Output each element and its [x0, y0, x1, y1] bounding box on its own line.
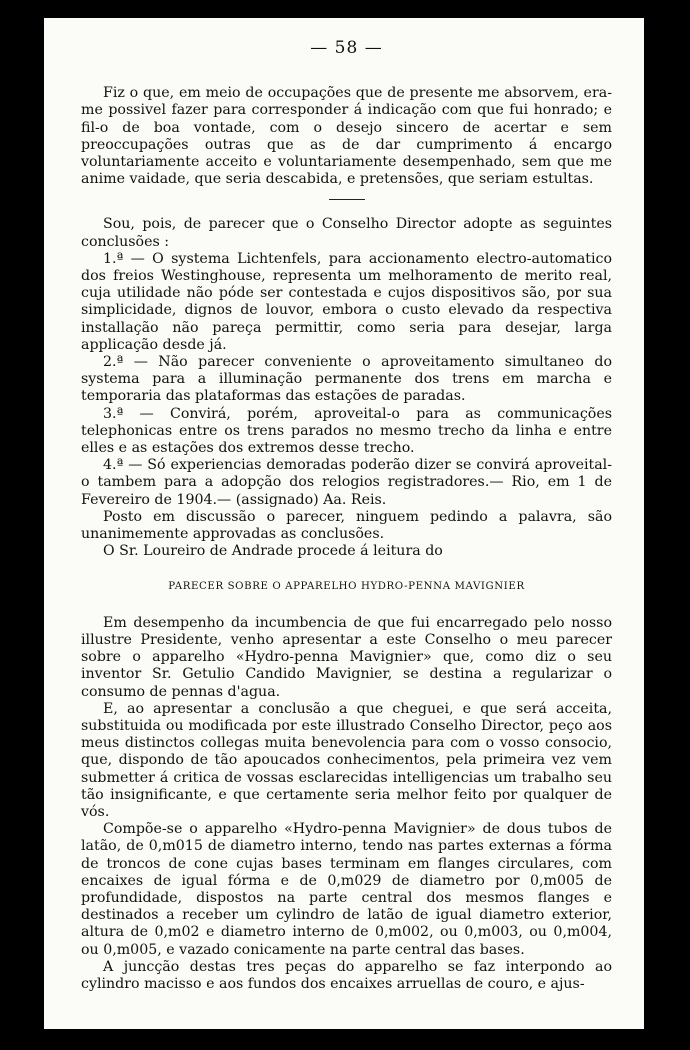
conclusion-2: 2.ª — Não parecer conveniente o aproveitamento simultaneo do systema para a illuminação permanente dos trens em marcha e temporaria das plataformas das estações de paradas.	[81, 354, 612, 405]
paragraph-composicao: Compõe-se o apparelho «Hydro-penna Mavignier» de dous tubos de latão, de 0,m015 de diametro interno, tendo nas partes externas a fórma de troncos de cone cujas bases terminam em flanges circulares, com encaixes de igual fórma e de 0,m029 de diametro por 0,m005 de profundidade, dispostos na parte central dos mesmos flanges e destinados a receber um cylindro de latão de igual diametro exterior, altura de 0,m02 e diametro interno de 0,m002, ou 0,m003, ou 0,m004, ou 0,m005, e vazado conicamente na parte central das bases.	[81, 821, 612, 958]
paragraph-reading: O Sr. Loureiro de Andrade procede á leitura do	[103, 543, 443, 560]
conclusion-4: 4.ª — Só experiencias demoradas poderão dizer se convirá aproveital-o tambem para a adopção dos relogios registradores.— Rio, em 1 de Fevereiro de 1904.— (assignado) Aa. Reis.	[81, 457, 612, 508]
paragraph-juncao: A juncção destas tres peças do apparelho se faz interpondo ao cylindro macisso e aos fundos dos encaixes arruellas de couro, e ajus-	[81, 958, 612, 992]
paragraph-opening: Fiz o que, em meio de occupações que de presente me absorvem, era-me possivel fazer para corresponder á indicação com que fui honrado; e fil-o de boa vontade, com o desejo sincero de acertar e sem preoccupações outras que as de dar cumprimento á encargo voluntariamente acceito e voluntariamente desempenhado, sem que me anime vaidade, que seria descabida, e pretensões, que seriam estultas.	[81, 85, 612, 188]
section-divider	[329, 199, 365, 200]
paragraph-intro: Sou, pois, de parecer que o Conselho Director adopte as seguintes conclusões :	[81, 216, 612, 250]
paragraph-discussion: Posto em discussão o parecer, ninguem pedindo a palavra, são unanimemente approvadas as conclusões.	[81, 508, 612, 543]
conclusion-1: 1.ª — O systema Lichtenfels, para accionamento electro-automatico dos freios Westinghouse, representa um melhoramento de merito real, cuja utilidade não póde ser contestada e cujos dispositivos são, por sua simplicidade, dignos de louvor, embora o custo elevado da respectiva installação não pareça permittir, como seria para desejar, larga applicação desde já.	[81, 250, 612, 353]
section-heading: PARECER SOBRE O APPARELHO HYDRO-PENNA MAVIGNIER	[168, 581, 525, 593]
conclusion-3: 3.ª — Convirá, porém, aproveital-o para as communicações telephonicas entre os trens parados no mesmo trecho da linha e entre elles e as estações dos extremos desse trecho.	[81, 405, 612, 457]
paragraph-incumbencia: Em desempenho da incumbencia de que fui encarregado pelo nosso illustre Presidente, venho apresentar a este Conselho o meu parecer sobre o apparelho «Hydro-penna Mavignier» que, como diz o seu inventor Sr. Getulio Candido Mavignier, se destina a regularizar o consumo de pennas d'agua.	[81, 614, 612, 700]
document-page	[44, 18, 644, 1029]
paragraph-conclusao: E, ao apresentar a conclusão a que cheguei, e que será acceita, substituida ou modificada por este illustrado Conselho Director, peço aos meus distinctos collegas muita benevolencia para com o vosso consocio, que, dispondo de tão apoucados conhecimentos, pela primeira vez vem submetter á critica de vossas esclarecidas intelligencias um trabalho seu tão insignificante, e que certamente seria melhor feito por qualquer de vós.	[81, 700, 612, 820]
page-number: — 58 —	[310, 38, 383, 58]
